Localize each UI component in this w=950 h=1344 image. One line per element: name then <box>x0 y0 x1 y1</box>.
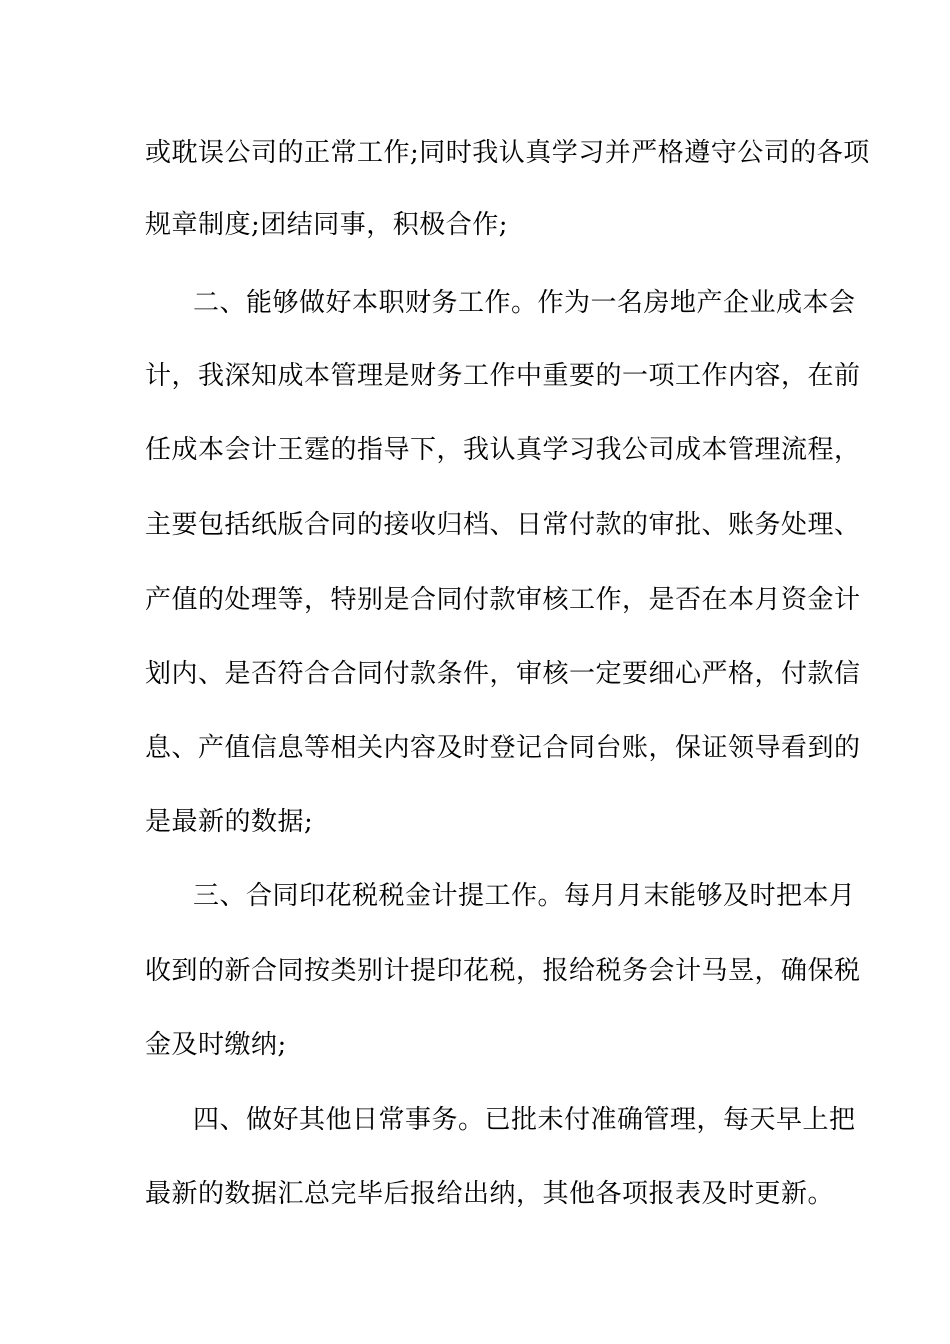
text-line: 收到的新合同按类别计提印花税，报给税务会计马昱，确保税 <box>145 956 861 986</box>
text-line: 规章制度;团结同事，积极合作; <box>145 210 509 240</box>
text-line: 最新的数据汇总完毕后报给出纳，其他各项报表及时更新。 <box>145 1179 835 1209</box>
text-line: 任成本会计王霆的指导下，我认真学习我公司成本管理流程， <box>145 435 861 465</box>
text-line: 是最新的数据; <box>145 807 314 837</box>
text-line: 或耽误公司的正常工作;同时我认真学习并严格遵守公司的各项 <box>145 138 870 168</box>
text-line: 金及时缴纳; <box>145 1030 287 1060</box>
paragraph-start-line: 四、做好其他日常事务。已批未付准确管理，每天早上把 <box>193 1105 856 1135</box>
text-line: 计，我深知成本管理是财务工作中重要的一项工作内容，在前 <box>145 361 861 391</box>
text-line: 产值的处理等，特别是合同付款审核工作，是否在本月资金计 <box>145 585 861 615</box>
text-line: 主要包括纸版合同的接收归档、日常付款的审批、账务处理、 <box>145 510 861 540</box>
paragraph-start-line: 三、合同印花税税金计提工作。每月月末能够及时把本月 <box>193 881 856 911</box>
paragraph-start-line: 二、能够做好本职财务工作。作为一名房地产企业成本会 <box>193 288 856 318</box>
text-line: 划内、是否符合合同付款条件，审核一定要细心严格，付款信 <box>145 659 861 689</box>
text-line: 息、产值信息等相关内容及时登记合同台账，保证领导看到的 <box>145 733 861 763</box>
